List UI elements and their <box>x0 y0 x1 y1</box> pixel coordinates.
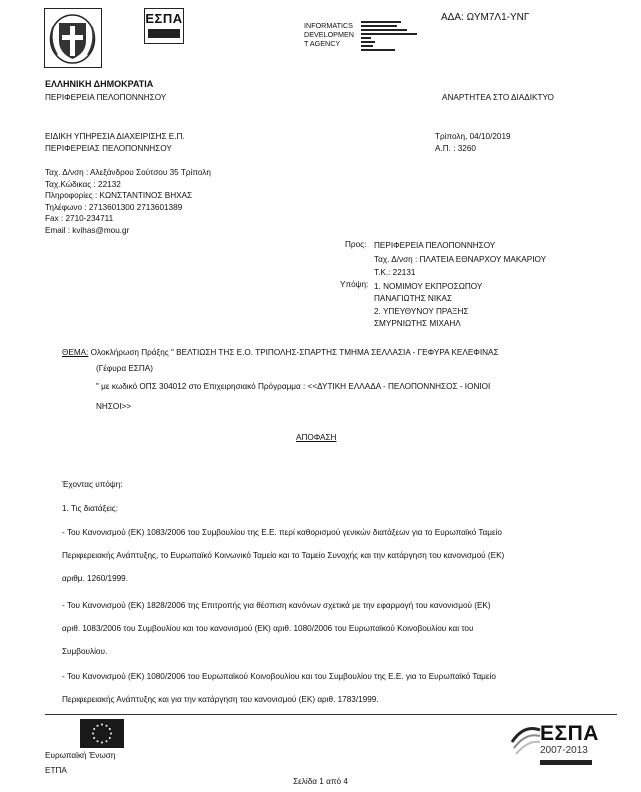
place-date: Τρίπολη, 04/10/2019 <box>435 132 511 141</box>
paragraph-line: - Του Κανονισμού (ΕΚ) 1083/2006 του Συμβουλίου της Ε.Ε. περί καθορισμού γενικών διατάξεων για το Ευρωπαϊκό Ταμείο <box>62 528 502 537</box>
attention-1: 1. ΝΟΜΙΜΟΥ ΕΚΠΡΟΣΩΠΟΥ <box>374 281 483 291</box>
sender-phone: Τηλέφωνο : 2713601300 2713601389 <box>45 202 183 212</box>
subject-line2: (Γέφυρα ΕΣΠΑ) <box>96 364 153 373</box>
espa-years: 2007-2013 <box>540 745 588 756</box>
paragraph-line: αριθμ. 1260/1999. <box>62 574 129 583</box>
to-label: Προς: <box>345 240 367 249</box>
attention-1-name: ΠΑΝΑΓΙΩΤΗΣ ΝΙΚΑΣ <box>374 294 453 303</box>
espa-small-logo <box>144 8 184 44</box>
subject-line4: ΝΗΣΟΙ>> <box>96 402 132 411</box>
service-name-line2: ΠΕΡΙΦΕΡΕΙΑΣ ΠΕΛΟΠΟΝΝΗΣΟΥ <box>45 144 172 153</box>
attention-2: 2. ΥΠΕΥΘΥΝΟΥ ΠΡΑΞΗΣ <box>374 306 469 316</box>
publish-note: ΑΝΑΡΤΗΤΕΑ ΣΤΟ ΔΙΑΔΙΚΤΥΟ <box>442 93 554 102</box>
sender-email: Email : kvihas@mou.gr <box>45 225 130 235</box>
having-regard: Έχοντας υπόψη: <box>62 480 123 489</box>
informatics-agency-logo <box>304 21 354 48</box>
attention-2-name: ΣΜΥΡΝΙΩΤΗΣ ΜΙΧΑΗΛ <box>374 319 461 328</box>
espa-large-logo <box>510 720 599 770</box>
subject-label: ΘΕΜΑ: <box>62 348 89 357</box>
republic-heading: ΕΛΛΗΝΙΚΗ ΔΗΜΟΚΡΑΤΙΑ <box>45 79 154 89</box>
info-line: DEVELOPMEN <box>304 30 354 39</box>
sender-fax: Fax : 2710-234711 <box>45 214 114 223</box>
service-name-line1: ΕΙΔΙΚΗ ΥΠΗΡΕΣΙΑ ΔΙΑΧΕΙΡΙΣΗΣ Ε.Π. <box>45 132 185 141</box>
info-line: T AGENCY <box>304 39 341 48</box>
subject-line3: " με κωδικό ΟΠΣ 304012 στο Επιχειρησιακό Πρόγραμμα : <<ΔΥΤΙΚΗ ΕΛΛΑΔΑ - ΠΕΛΟΠΟΝΝΗΣΟΣ - ΙΟΝΙΟΙ <box>96 382 491 391</box>
paragraph-line: Περιφερειακής Ανάπτυξης, το Ευρωπαϊκό Κοινωνικό Ταμείο και το Ταμείο Συνοχής και την κατάργηση του κανονισμού (ΕΚ) <box>62 551 505 560</box>
sender-contact-block <box>45 167 211 236</box>
provisions-heading: 1. Τις διατάξεις: <box>62 504 119 513</box>
paragraph-line: - Του Κανονισμού (ΕΚ) 1828/2006 της Επιτροπής για θέσπιση κανόνων σχετικά με την εφαρμογή του κανονισμού (ΕΚ) <box>62 601 491 610</box>
footer-divider <box>45 714 617 715</box>
subject-text: Ολοκλήρωση Πράξης " ΒΕΛΤΙΩΣΗ ΤΗΣ Ε.Ο. ΤΡΙΠΟΛΗΣ-ΣΠΑΡΤΗΣ ΤΜΗΜΑ ΣΕΛΛΑΣΙΑ - ΓΕΦΥΡΑ ΚΕΛΕΦΙΝΑΣ <box>88 348 499 357</box>
info-line: INFORMATICS <box>304 21 353 30</box>
recipient-postcode: Τ.Κ.: 22131 <box>374 268 416 277</box>
espa-large-text: ΕΣΠΑ <box>540 722 599 745</box>
erdf-label: ΕΤΠΑ <box>45 766 67 775</box>
decision-title: ΑΠΟΦΑΣΗ <box>296 433 337 442</box>
greek-coat-of-arms-icon <box>44 8 102 68</box>
recipient-block <box>374 240 546 331</box>
agency-fine-print-logo <box>361 21 419 56</box>
paragraph-line: - Του Κανονισμού (ΕΚ) 1080/2006 του Ευρωπαϊκού Κοινοβουλίου και του Συμβουλίου της Ε.Ε. για το Ευρωπαϊκό Ταμείο <box>62 672 496 681</box>
protocol-number: Α.Π. : 3260 <box>435 144 476 153</box>
paragraph-line: Περιφερειακής Ανάπτυξης και για την κατάργηση του κανονισμού (ΕΚ) αριθ. 1783/1999. <box>62 695 379 704</box>
sender-contact-person: Πληροφορίες : ΚΩΝΣΤΑΝΤΙΝΟΣ ΒΗΧΑΣ <box>45 191 193 200</box>
eu-label: Ευρωπαϊκή Ένωση <box>45 751 116 760</box>
recipient-name: ΠΕΡΙΦΕΡΕΙΑ ΠΕΛΟΠΟΝΝΗΣΟΥ <box>374 241 496 250</box>
espa-tagline-bar <box>540 760 592 765</box>
espa-small-text: ΕΣΠΑ <box>145 11 183 26</box>
paragraph-line: Συμβουλίου. <box>62 647 108 656</box>
paragraph-line: αριθ. 1083/2006 του Συμβουλίου και του κανονισμού (ΕΚ) αριθ. 1080/2006 του Ευρωπαϊκού Κοινοβουλίου και του <box>62 624 474 633</box>
attention-label: Υπόψη: <box>340 280 369 289</box>
sender-address: Ταχ. Δ/νση : Αλεξάνδρου Σούτσου 35 Τρίπολη <box>45 168 211 177</box>
page-number: Σελίδα 1 από 4 <box>293 777 348 786</box>
region-heading: ΠΕΡΙΦΕΡΕΙΑ ΠΕΛΟΠΟΝΝΗΣΟΥ <box>45 93 167 102</box>
recipient-address: Ταχ. Δ/νση : ΠΛΑΤΕΙΑ ΕΘΝΑΡΧΟΥ ΜΑΚΑΡΙΟΥ <box>374 254 547 264</box>
subject-line1 <box>62 348 499 358</box>
ada-code: ΑΔΑ: ΩΥΜ7Λ1-ΥΝΓ <box>441 12 530 23</box>
espa-small-bar <box>148 29 180 38</box>
sender-postcode: Ταχ.Κώδικας : 22132 <box>45 179 121 189</box>
eu-flag-icon <box>80 719 124 748</box>
